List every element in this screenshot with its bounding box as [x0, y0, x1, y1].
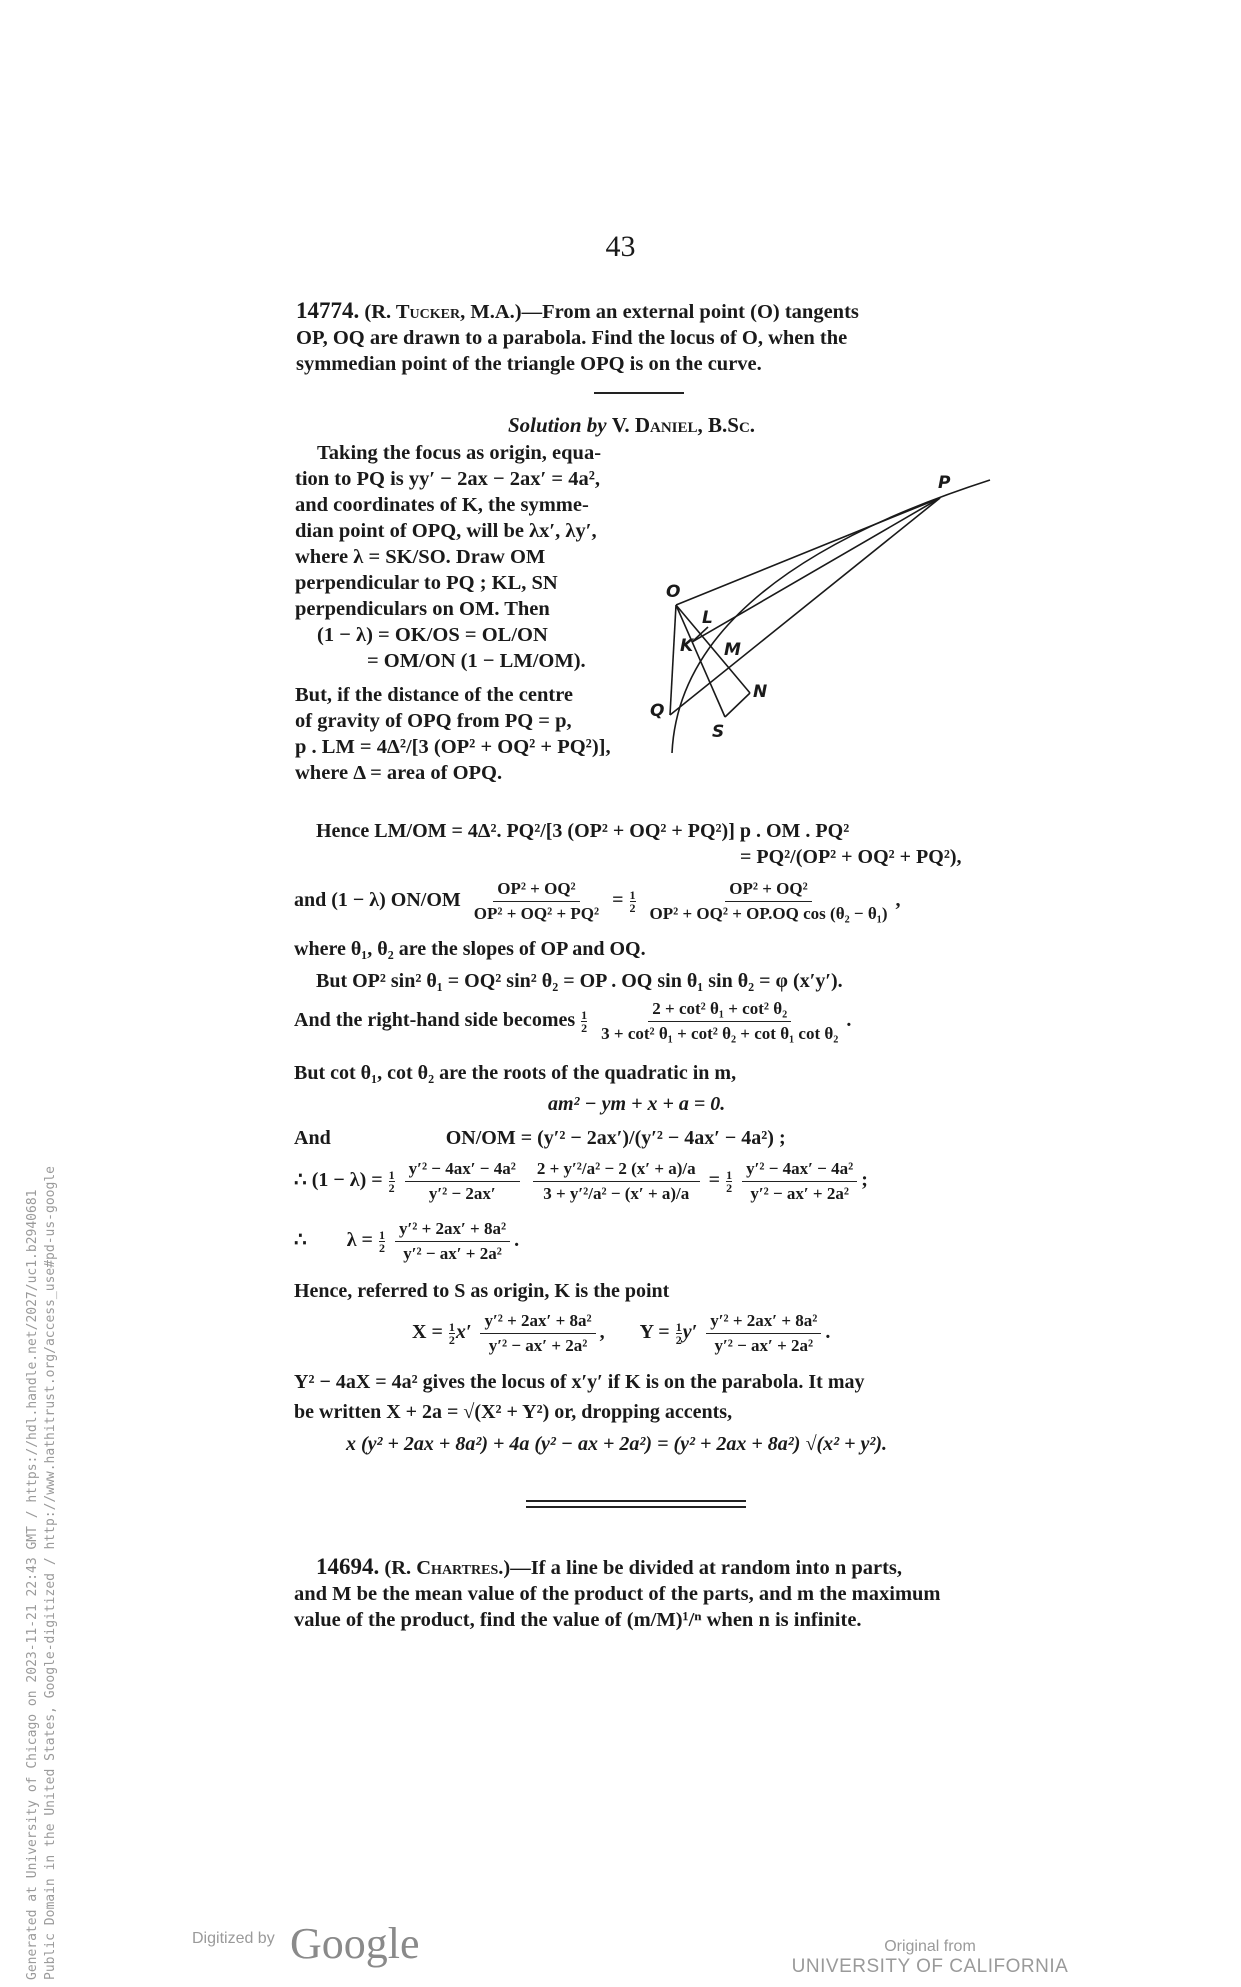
label-k: K — [680, 636, 694, 656]
text-line: where Δ = area of OPQ. — [295, 762, 503, 784]
question-line: —From an external point (O) tangents — [521, 301, 859, 323]
line-op — [676, 498, 940, 605]
one-half: $\frac{1}{2}$ — [675, 1320, 682, 1347]
google-logo: Google — [290, 1919, 420, 1968]
double-rule-top — [526, 1500, 746, 1502]
label-s: S — [712, 722, 725, 742]
text-line: where λ = SK/SO. Draw OM — [295, 546, 546, 568]
equation-hence: Hence LM/OM = 4Δ². PQ²/[3 (OP² + OQ² + PQ²)] p . OM . PQ² — [316, 820, 850, 842]
equation-therefore-1: ∴ (1 − λ) = $\frac{1}{2}$ $\frac{\text{y′² − 4ax′ − 4a²}}{\text{y′² − 2ax′}}$ $\frac{\text{2 + y′²/a² − 2 (x′ + a)/a}}{\text{3 + y′²/a² − (x′ + a)/a}}$ = $\frac{1}{2}$ $\frac{\text{y′² − 4ax′ − 4a²}}{\text{y′² − ax′ + 2a²}}$ ; — [294, 1159, 868, 1203]
label-p: P — [938, 473, 951, 493]
one-half: $\frac{1}{2}$ — [378, 1228, 385, 1255]
text-line: p . LM = 4Δ²/[3 (OP² + OQ² + PQ²)], — [295, 736, 611, 758]
equation-on-om: and (1 − λ) ON/OM $\frac{\text{OP² + OQ²}}{\text{OP² + OQ² + PQ²}}$ = $\frac{1}{2}$ $\frac{\text{OP² + OQ²}}{\text{OP² + OQ² + OP.OQ cos (θ₂ − θ₁)}}$ , — [294, 879, 901, 923]
text-line: perpendiculars on OM. Then — [295, 598, 550, 620]
separator-rule — [594, 392, 684, 394]
fraction: $\frac{\text{2 + cot² θ₁ + cot² θ₂}}{\text{3 + cot² θ₁ + cot² θ₂ + cot θ₁ cot θ₂}}$ — [601, 999, 839, 1043]
label-q: Q — [650, 701, 665, 721]
text-line: (1 − λ) = OK/OS = OL/ON — [317, 624, 548, 646]
one-half: $\frac{1}{2}$ — [629, 888, 636, 915]
equation-but: But OP² sin² θ₁ = OQ² sin² θ₂ = OP . OQ sin θ₁ sin θ₂ = φ (x′y′). — [316, 970, 843, 992]
hathitrust-watermark: Generated at University of Chicago on 2023-11-21 22:43 GMT / https://hdl.handle.net/2027/uc1.b2940681 Public Domain in the United States, Google-digitized / http://www.hathitrust.org/access_use#pd-us-google — [25, 1166, 58, 1980]
digitized-by-label: Digitized by — [192, 1930, 275, 1947]
line-oq — [670, 605, 676, 715]
line-sn — [725, 693, 750, 717]
fraction: $\frac{\text{y′² + 2ax′ + 8a²}}{\text{y′² − ax′ + 2a²}}$ — [706, 1310, 821, 1357]
double-rule-bottom — [526, 1506, 746, 1508]
question-number: 14774. — [296, 298, 360, 323]
fraction: $\frac{\text{y′² − 4ax′ − 4a²}}{\text{y′² − ax′ + 2a²}}$ — [742, 1158, 857, 1205]
text-line: and coordinates of K, the symme- — [295, 494, 589, 516]
text-line: perpendicular to PQ ; KL, SN — [295, 572, 558, 594]
label-o: O — [666, 582, 681, 602]
text-line: dian point of OPQ, will be λx′, λy′, — [295, 520, 597, 542]
solution-heading — [508, 412, 755, 438]
fraction: $\frac{\text{OP² + OQ²}}{\text{OP² + OQ² + PQ²}}$ — [473, 879, 600, 923]
text-line: Taking the focus as origin, equa- — [317, 442, 602, 464]
equation-locus-1: Y² − 4aX = 4a² gives the locus of x′y′ if K is on the parabola. It may — [294, 1371, 865, 1393]
label-n: N — [753, 682, 768, 702]
question-14774 — [296, 298, 996, 377]
equation-where: where θ₁, θ₂ are the slopes of OP and OQ. — [294, 938, 646, 960]
equation-hence-cont: = PQ²/(OP² + OQ² + PQ²), — [740, 846, 962, 868]
eq-prefix: and (1 − λ) ON/OM — [294, 889, 461, 912]
question-author: (R. Tucker, M.A.) — [364, 301, 522, 323]
equation-roots: But cot θ₁, cot θ₂ are the roots of the quadratic in m, — [294, 1062, 737, 1084]
page-number: 43 — [605, 230, 636, 263]
parabola-curve — [672, 480, 990, 753]
question-number: 14694. — [316, 1554, 380, 1579]
text-line: of gravity of OPQ from PQ = p, — [295, 710, 572, 732]
parabola-figure — [640, 460, 1000, 760]
question-line: symmedian point of the triangle OPQ is on the curve. — [296, 353, 762, 375]
fraction: $\frac{\text{2 + y′²/a² − 2 (x′ + a)/a}}{\text{3 + y′²/a² − (x′ + a)/a}}$ — [533, 1158, 700, 1205]
label-l: L — [702, 608, 713, 628]
question-author: (R. Chartres.) — [384, 1557, 511, 1579]
equation-final: x (y² + 2ax + 8a²) + 4a (y² − ax + 2a²) = (y² + 2ax + 8a²) √(x² + y²). — [346, 1433, 888, 1455]
line-os — [676, 605, 725, 717]
question-line: and M be the mean value of the product of the parts, and m the maximum — [294, 1583, 941, 1605]
equation-rhs: And the right-hand side becomes $\frac{1}{2}$ $\frac{\text{2 + cot² θ₁ + cot² θ₂}}{\text{3 + cot² θ₁ + cot² θ₂ + cot θ₁ cot θ₂}}$ . — [294, 999, 852, 1043]
solution-author: V. Daniel, B.Sc. — [611, 413, 756, 437]
fraction: $\frac{\text{OP² + OQ²}}{\text{OP² + OQ² + OP.OQ cos (θ₂ − θ₁)}}$ — [649, 879, 888, 923]
equation-refer: Hence, referred to S as origin, K is the point — [294, 1280, 670, 1302]
solution-intro — [295, 440, 635, 786]
fraction: $\frac{\text{y′² + 2ax′ + 8a²}}{\text{y′² − ax′ + 2a²}}$ — [480, 1310, 595, 1357]
equation-therefore-2: ∴ λ = $\frac{1}{2}$ $\frac{\text{y′² + 2ax′ + 8a²}}{\text{y′² − ax′ + 2a²}}$ . — [294, 1219, 520, 1263]
fraction: $\frac{\text{y′² − 4ax′ − 4a²}}{\text{y′² − 2ax′}}$ — [405, 1158, 520, 1205]
text-line: tion to PQ is yy′ − 2ax − 2ax′ = 4a², — [295, 468, 600, 490]
question-14694 — [294, 1554, 1014, 1633]
equation-locus-2: be written X + 2a = √(X² + Y²) or, dropping accents, — [294, 1401, 733, 1423]
question-line: —If a line be divided at random into n parts, — [510, 1557, 903, 1579]
fraction: $\frac{\text{y′² + 2ax′ + 8a²}}{\text{y′² − ax′ + 2a²}}$ — [395, 1218, 510, 1265]
line-pk — [692, 498, 940, 642]
one-half: $\frac{1}{2}$ — [448, 1320, 455, 1347]
text-line: But, if the distance of the centre — [295, 684, 574, 706]
one-half: $\frac{1}{2}$ — [388, 1168, 395, 1195]
question-line: value of the product, find the value of (m/M)¹/ⁿ when n is infinite. — [294, 1609, 862, 1631]
equation-and-on-om: And ON/OM = (y′² − 2ax′)/(y′² − 4ax′ − 4a²) ; — [294, 1127, 786, 1149]
equation-quadratic: am² − ym + x + a = 0. — [548, 1093, 726, 1115]
original-from: Original from UNIVERSITY OF CALIFORNIA — [791, 1938, 1069, 1977]
solution-label: Solution by — [508, 413, 607, 437]
one-half: $\frac{1}{2}$ — [726, 1168, 733, 1195]
text-line: = OM/ON (1 − LM/OM). — [367, 650, 586, 672]
equation-xy: X = $\frac{1}{2}$ x′ $\frac{\text{y′² + 2ax′ + 8a²}}{\text{y′² − ax′ + 2a²}}$ , Y = $\frac{1}{2}$ y′ $\frac{\text{y′² + 2ax′ + 8a²}}{\text{y′² − ax′ + 2a²}}$ . — [412, 1311, 831, 1355]
one-half: $\frac{1}{2}$ — [581, 1008, 588, 1035]
label-m: M — [724, 640, 741, 660]
question-line: OP, OQ are drawn to a parabola. Find the locus of O, when the — [296, 327, 848, 349]
